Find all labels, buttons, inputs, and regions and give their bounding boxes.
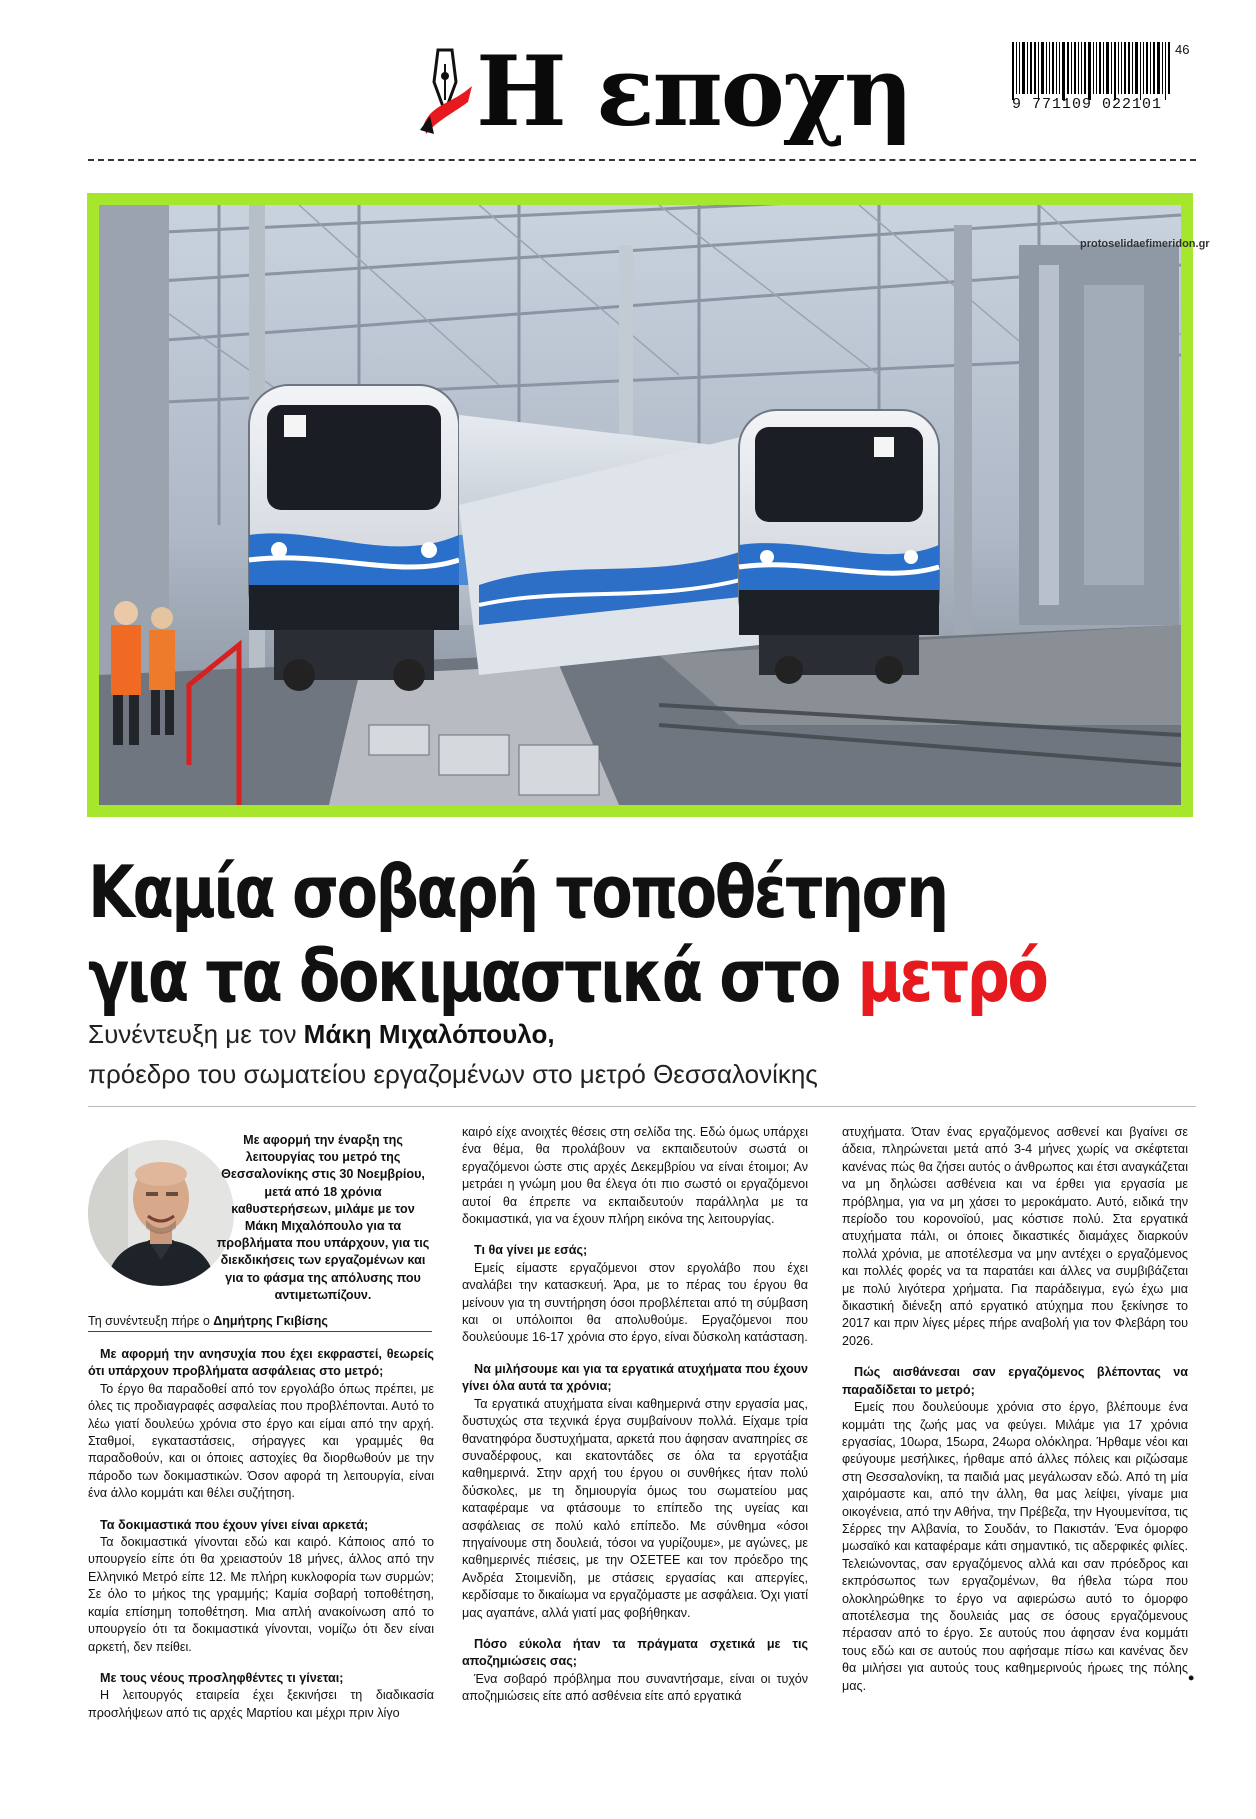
masthead — [0, 30, 1256, 165]
barcode-bar — [1059, 42, 1060, 94]
barcode-bar — [1165, 42, 1166, 100]
barcode-bar — [1143, 42, 1144, 94]
barcode-bar — [1027, 42, 1028, 94]
end-mark: • — [1188, 1668, 1195, 1688]
barcode-bar — [1124, 42, 1126, 94]
interview-answer: Το έργο θα παραδοθεί από τον εργολάβο όπως πρέπει, με όλες τις προδιαγραφές ασφαλείας που προβλέπονται. Αυτό το λέω γιατί δουλεύω χρόνια στο έργο και είμαι από την αρχή. Σταθμοί, εγκαταστάσεις, σήραγγες και γραμμές θα παραδοθούν, και οι όποιες αστοχίες θα διορθωθούν με την πάροδο των δοκιμαστικών. Όσον αφορά τη λειτουργία, είναι ένα άλλο κομμάτι και θέλει συζήτηση. — [88, 1381, 434, 1501]
barcode-bar — [1012, 42, 1014, 100]
interview-question: Να μιλήσουμε και για τα εργατικά ατυχήματα που έχουν γίνει όλα αυτά τα χρόνια; — [462, 1361, 808, 1394]
interview-answer: καιρό είχε ανοιχτές θέσεις στη σελίδα της. Εδώ όμως υπάρχει ένα θέμα, θα προλάβουν να εκπαιδευτούν σωστά οι εργαζόμενοι ώστε στις αρχές Δεκεμβρίου να είναι έτοιμοι; Αν μετράει η γνώμη μου θα έλεγα ότι πιο σωστό οι εργαζόμενοι αυτοί θα έπρεπε να εκπαιδευτούν παράλληλα με τα δοκιμαστικά, για να έχουν πλήρη εικόνα της λειτουργίας. — [462, 1125, 808, 1227]
article-column-2 — [462, 1124, 808, 1706]
headline-line-1: Καμία σοβαρή τοποθέτηση — [88, 850, 947, 934]
byline-prefix: Τη συνέντευξη πήρε ο — [88, 1314, 214, 1328]
photo-frame — [87, 193, 1193, 817]
article-column-1 — [88, 1346, 434, 1722]
interview-question: Τι θα γίνει με εσάς; — [474, 1243, 588, 1258]
barcode-bar — [1081, 42, 1082, 94]
barcode-bar — [1071, 42, 1072, 94]
barcode-bar — [1078, 42, 1079, 94]
barcode-bar — [1041, 42, 1044, 94]
article-intro: Με αφορμή την έναρξη της λειτουργίας του μετρό της Θεσσαλονίκης στις 30 Νοεμβρίου, μετά από 18 χρόνια καθυστερήσεων, μιλάμε με τον Μάκη Μιχαλόπουλο για τα προβλήματα που υπάρχουν, για τις διεκδικήσεις των εργαζομένων και για το φάσμα της απόλυσης που αντιμετωπίζουν. — [216, 1133, 430, 1302]
barcode-bar — [1121, 42, 1122, 94]
masthead-divider — [88, 159, 1196, 161]
interview-answer: Τα δοκιμαστικά γίνονται εδώ και καιρό. Κάποιος από το υπουργείο είπε ότι θα χρειαστούν 18 μήνες, άλλος από την Ελληνικό Μετρό είπε 12. Με πλήρη κυκλοφορία των συρμών; Σε όλο το μήκος της γραμμής; Καμία σοβαρή τοποθέτηση, καμία επίσημη τοποθέτηση. Μια απλή ανακοίνωση από το υπουργείο ότι τα δοκιμαστικά γίνονται, νομίζω ότι δεν είναι αρκετή, δεν πείθει. — [88, 1535, 434, 1654]
barcode-bar — [1140, 42, 1141, 100]
barcode — [1012, 42, 1202, 117]
subtitle — [88, 1014, 1198, 1094]
metro-depot-illustration — [99, 205, 1181, 805]
interview-answer: Τα εργατικά ατυχήματα είναι καθημερινά στην εργασία μας, δυστυχώς στα τεχνικά έργα συμβαίνουν πολλά. Είχαμε τρία θανατηφόρα δυστυχήματα, αρκετά που άφησαν αναπηρίες σε συναδέρφους, και εκατοντάδες σε όλα τα εργοτάξια καθημερινά. Στην αρχή του έργου οι συνθήκες ήταν πολύ δύσκολες, με τη δημιουργία όμως του σωματείου μας καταφέραμε να φτάσουμε το επίπεδο της υγείας και ασφάλειας σε πολύ καλό επίπεδο. Με σύνθημα «όσοι πηγαίνουμε στη δουλειά, τόσοι να γυρίζουμε», με αγώνες, με καθημερινές πιέσεις, με την ΟΣΕΤΕΕ και τον πρόεδρο της Ανδρέα Στοιμενίδη, με στάσεις εργασίας και απεργίες, κερδίσαμε το δικαίωμα να εργαζόμαστε με ασφάλεια. Όχι γιατί μας αγαπάνε, αλλά γιατί μας φοβήθηκαν. — [462, 1396, 808, 1620]
byline — [88, 1314, 432, 1332]
interview-answer: ατυχήματα. Όταν ένας εργαζόμενος ασθενεί και βγαίνει σε άδεια, πληρώνεται μετά από 3-4 μήνες χωρίς να σκέφτεται κανένας πώς θα ζήσει αυτός ο άνθρωπος και έτσι αναγκάζεται να μη δηλώσει ασθένεια και να έρθει για εργασία με πρόβλημα, για να μη χάσει το μεροκάματο. Αυτό, ειδικά την περίοδο του κορονοϊού, μας κόστισε πολύ. Στα εργατικά ατυχήματα πάλι, οι όποιες δικαστικές διαμάχες διαρκούν πολλά χρόνια, με αποτέλεσμα να μην αντέχει ο εργαζόμενος και πολλές φορές να τα παρατάει και άλλες να συμβιβάζεται με πολύ λιγότερα χρήματα. Για παράδειγμα, εγώ έχω μια δικαστική διένεξη από εργατικό ατύχημα που ξεκίνησε το 2017 και πριν λίγες μέρες πήρε αναβολή για τον Φλεβάρη του 2026. — [842, 1125, 1188, 1348]
barcode-bar — [1135, 42, 1138, 94]
interview-question: Τα δοκιμαστικά που έχουν γίνει είναι αρκετά; — [100, 1517, 369, 1532]
barcode-bar — [1162, 42, 1163, 94]
barcode-bar — [1114, 42, 1116, 100]
subtitle-prefix: Συνέντευξη με τον — [88, 1019, 304, 1049]
byline-author: Δημήτρης Γκιβίσης — [213, 1314, 328, 1328]
interview-answer: Ένα σοβαρό πρόβλημα που συναντήσαμε, είναι οι τυχόν αποζημιώσεις είτε από ασθένεια είτε από εργατικά — [462, 1671, 808, 1704]
interview-question: Πόσο εύκολα ήταν τα πράγματα σχετικά με τις αποζημιώσεις σας; — [462, 1636, 808, 1669]
barcode-bar — [1093, 42, 1094, 94]
barcode-bar — [1168, 42, 1170, 94]
barcode-bar — [1062, 42, 1065, 100]
person-portrait-icon — [88, 1140, 234, 1286]
barcode-bar — [1146, 42, 1148, 94]
interviewee-portrait — [88, 1140, 234, 1286]
article-column-3 — [842, 1124, 1188, 1695]
subtitle-divider — [88, 1106, 1196, 1107]
barcode-bar — [1034, 42, 1036, 94]
barcode-bar — [1049, 42, 1050, 94]
interview-question: Με τους νέους προσληφθέντες τι γίνεται; — [100, 1670, 344, 1685]
barcode-bar — [1056, 42, 1057, 94]
barcode-bars — [1012, 42, 1202, 94]
headline-line-2 — [88, 934, 1047, 1018]
barcode-digits: 9 771109 022101 — [1012, 96, 1163, 113]
interview-question: Με αφορμή την ανησυχία που έχει εκφραστεί, θεωρείς ότι υπάρχουν προβλήματα ασφάλειας στο μετρό; — [88, 1347, 434, 1379]
barcode-bar — [1067, 42, 1069, 94]
barcode-bar — [1074, 42, 1076, 94]
barcode-bar — [1030, 42, 1032, 94]
barcode-bar — [1128, 42, 1130, 94]
newspaper-title: Η εποχη — [476, 35, 912, 148]
subtitle-line-2: πρόεδρο του σωματείου εργαζομένων στο μετρό Θεσσαλονίκης — [88, 1059, 818, 1089]
headline — [88, 850, 1047, 1018]
watermark: protoselidaefimeridon.gr — [1080, 238, 1210, 250]
barcode-bar — [1106, 42, 1109, 94]
issue-number: 46 — [1175, 42, 1190, 57]
barcode-bar — [1118, 42, 1119, 94]
barcode-bar — [1038, 42, 1039, 100]
barcode-bar — [1019, 42, 1020, 94]
interviewee-name: Μάκη Μιχαλόπουλο, — [303, 1019, 555, 1049]
subtitle-line-1 — [88, 1014, 1198, 1054]
headline-accent-word: μετρό — [857, 934, 1047, 1018]
barcode-bar — [1052, 42, 1054, 94]
barcode-bar — [1103, 42, 1104, 94]
interview-answer: Η λειτουργός εταιρεία έχει ξεκινήσει τη διαδικασία προσλήψεων από τις αρχές Μαρτίου και μέχρι πριν λίγο — [88, 1688, 434, 1720]
headline-line-2-main: για τα δοκιμαστικά στο — [88, 934, 858, 1018]
barcode-bar — [1046, 42, 1047, 94]
barcode-bar — [1088, 42, 1091, 100]
barcode-bar — [1150, 42, 1151, 94]
barcode-bar — [1016, 42, 1017, 94]
barcode-bar — [1096, 42, 1097, 94]
interview-answer: Εμείς που δουλεύουμε χρόνια στο έργο, βλέπουμε ένα κομμάτι της ζωής μας να φεύγει. Μιλάμε για 17 χρόνια εργασίας, 10ωρα, 15ωρα, 24ωρα ολόκληρα. Ήρθαμε νέοι και φεύγουμε μεσήλικες, ήρθαμε από άλλες πόλεις και ριζώσαμε στη Θεσσαλονίκη, τα παιδιά μας μεγάλωσαν εδώ. Από τη μία χαιρόμαστε και, από την άλλη, θα μας λείψει, γίναμε μια οικογένεια, από την Αθήνα, την Πρέβεζα, την Ηγουμενίτσα, τις Σέρρες την Αλβανία, το Σουδάν, το Πακιστάν. Ένα όμορφο μωσαϊκό και καταφέραμε κάτι σημαντικό, τις αδερφικές φιλίες. Τελειώνοντας, σαν εργαζόμενος αλλά και σαν πρόεδρος και εκπρόσωπος των εργαζομένων, θα ήθελα τώρα που ολοκληρώθηκε το έργο να αφιερώσω αυτό το όμορφο αποτέλεσμα της δουλειάς μας σε όσους εργαζόμενους πέρασαν από το έργο. Σε αυτούς που άφησαν ένα κομμάτι τους εδώ και σε αυτούς που αφήσαμε πίσω και κανένας δεν θα μιλήσει για αυτούς τους καθημερινούς ήρωες της πόλης μας. — [842, 1400, 1188, 1693]
interview-question: Πώς αισθάνεσαι σαν εργαζόμενος βλέποντας να παραδίδεται το μετρό; — [842, 1365, 1188, 1397]
pen-nib-icon — [412, 42, 476, 142]
barcode-bar — [1157, 42, 1160, 94]
barcode-bar — [1084, 42, 1086, 94]
metro-trains-photo — [99, 205, 1181, 805]
barcode-bar — [1111, 42, 1112, 94]
barcode-bar — [1132, 42, 1133, 94]
barcode-bar — [1099, 42, 1101, 94]
newspaper-logo — [412, 35, 912, 148]
barcode-bar — [1153, 42, 1155, 94]
interview-answer: Εμείς είμαστε εργαζόμενοι στον εργολάβο που έχει αναλάβει την κατασκευή. Άρα, με το πέρας του έργου θα μείνουν για τη συντήρηση όσοι προβλέπεται από τη σύμβαση και οι υπόλοιποι θα απολυθούμε. Εργαζόμενοι που δουλεύουμε 16-17 χρόνια στο έργο, είναι δύσκολη κατάσταση. — [462, 1260, 808, 1345]
barcode-bar — [1022, 42, 1025, 94]
